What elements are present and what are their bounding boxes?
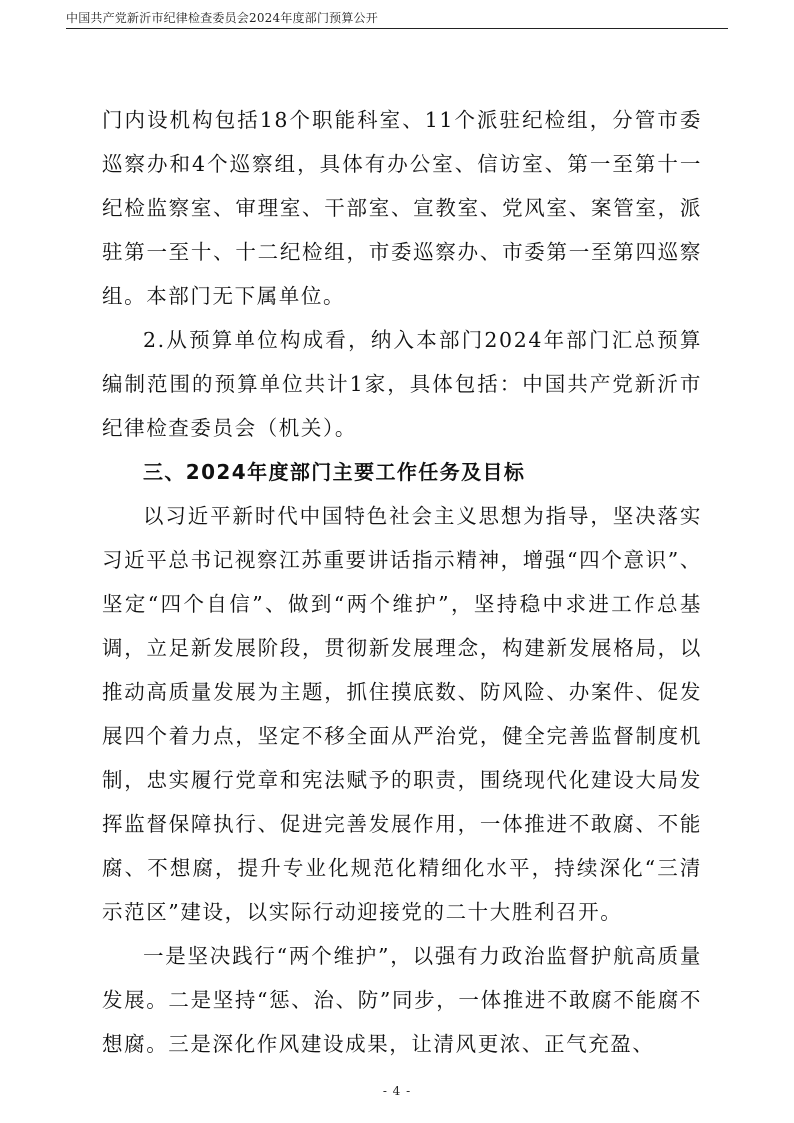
document-body <box>102 98 702 1066</box>
paragraph-guiding-principles: 以习近平新时代中国特色社会主义思想为指导，坚决落实习近平总书记视察江苏重要讲话指示精神，增强“四个意识”、坚定“四个自信”、做到“两个维护”，坚持稳中求进工作总基调，立足新发展阶段，贯彻新发展理念，构建新发展格局，以推动高质量发展为主题，抓住摸底数、防风险、办案件、促发展四个着力点，坚定不移全面从严治党，健全完善监督制度机制，忠实履行党章和宪法赋予的职责，围绕现代化建设大局发挥监督保障执行、促进完善发展作用，一体推进不敢腐、不能腐、不想腐，提升专业化规范化精细化水平，持续深化“三清示范区”建设，以实际行动迎接党的二十大胜利召开。 <box>102 504 702 924</box>
section-title-main-tasks: 三、2024年度部门主要工作任务及目标 <box>143 460 526 484</box>
header-title: 中国共产党新沂市纪律检查委员会2024年度部门预算公开 <box>66 11 378 25</box>
page-header <box>66 8 728 29</box>
paragraph-budget-units: 2.从预算单位构成看，纳入本部门2024年部门汇总预算编制范围的预算单位共计1家，具体包括：中国共产党新沂市纪律检查委员会（机关）。 <box>102 328 702 440</box>
page-number: - 4 - <box>382 1084 412 1098</box>
paragraph-key-tasks: 一是坚决践行“两个维护”，以强有力政治监督护航高质量发展。二是坚持“惩、治、防”同步，一体推进不敢腐不能腐不想腐。三是深化作风建设成果，让清风更浓、正气充盈、 <box>102 944 702 1056</box>
paragraph-internal-structure: 门内设机构包括18个职能科室、11个派驻纪检组，分管市委巡察办和4个巡察组，具体有办公室、信访室、第一至第十一纪检监察室、审理室、干部室、宣教室、党风室、案管室，派驻第一至十、十二纪检组，市委巡察办、市委第一至第四巡察组。本部门无下属单位。 <box>102 108 702 308</box>
